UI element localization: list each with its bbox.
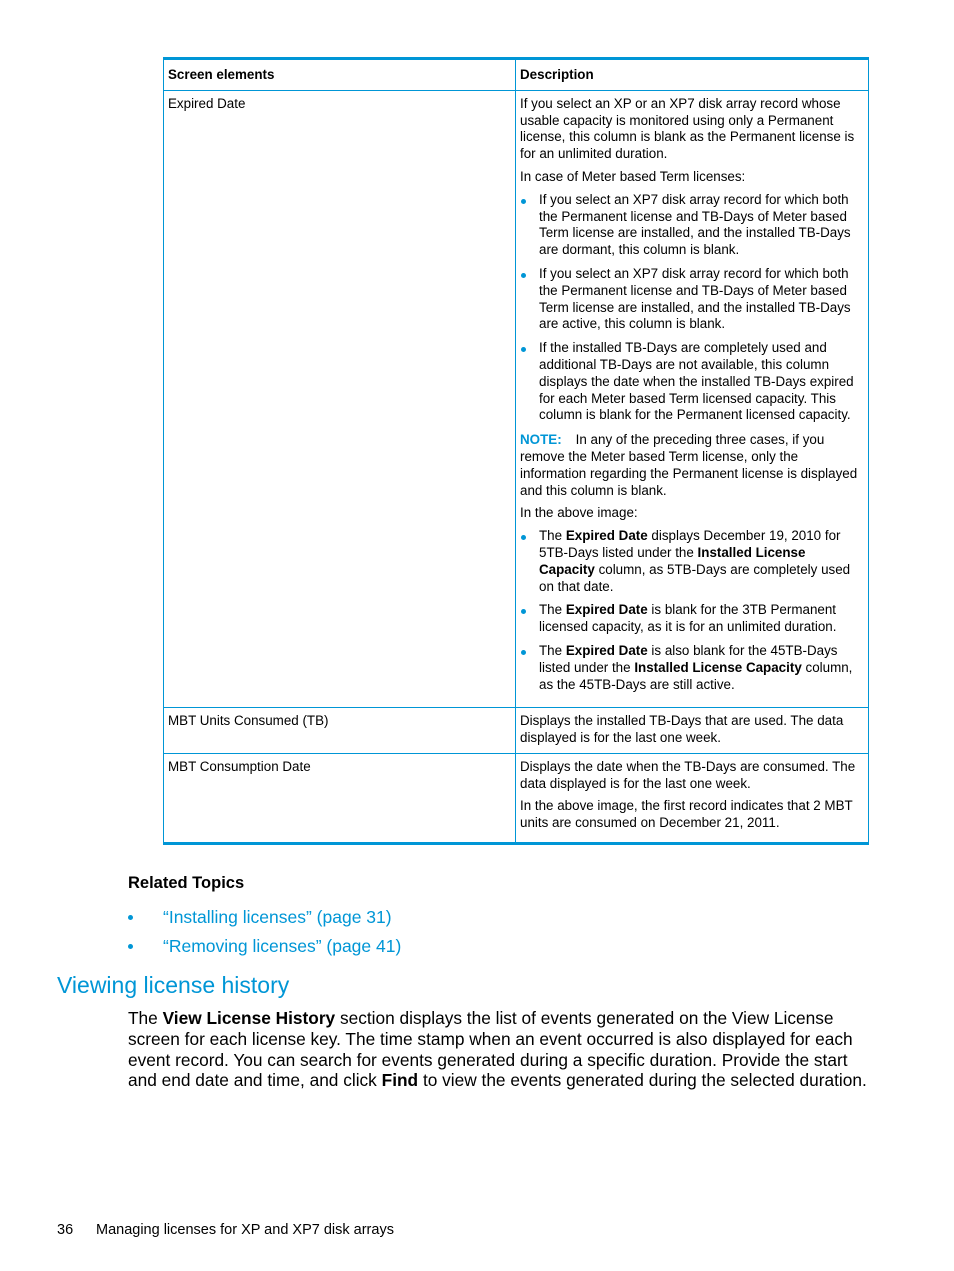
column-header-description: Description	[516, 59, 869, 91]
text-run: The	[128, 1008, 158, 1028]
screen-element-cell: Expired Date	[164, 90, 516, 708]
text-run: The	[539, 642, 563, 658]
bold-term: Expired Date	[565, 642, 648, 658]
bullet-icon	[521, 347, 526, 352]
bold-term: Installed License Capacity	[634, 659, 802, 675]
list-item	[520, 643, 863, 693]
text-run: is also blank for the 45TB-Days listed under the	[539, 642, 838, 675]
removing-licenses-link[interactable]: “Removing licenses” (page 41)	[163, 936, 402, 956]
list-item-text: If you select an XP7 disk array record for which both the Permanent license and TB-Days of Meter based Term license are installed, and the installed TB-Days are active, this column is blank.	[539, 265, 851, 332]
text-run: column, as the 45TB-Days are still active.	[539, 659, 853, 692]
screen-elements-table	[163, 57, 869, 845]
bold-term: View License History	[162, 1008, 336, 1028]
bold-term: Installed License Capacity	[539, 544, 806, 577]
screen-element-cell: MBT Units Consumed (TB)	[164, 708, 516, 754]
bullet-icon	[128, 944, 133, 949]
table-header-row	[164, 59, 869, 91]
description-paragraph: In the above image, the first record indicates that 2 MBT units are consumed on December 21, 2011.	[520, 798, 853, 831]
list-item	[520, 192, 863, 259]
bold-term: Expired Date	[565, 602, 648, 618]
screen-element-cell: MBT Consumption Date	[164, 753, 516, 843]
bold-term: Expired Date	[565, 528, 648, 544]
section-body	[128, 1008, 868, 1091]
installing-licenses-link[interactable]: “Installing licenses” (page 31)	[163, 907, 392, 927]
chapter-title: Managing licenses for XP and XP7 disk arrays	[96, 1222, 394, 1238]
description-cell	[516, 753, 869, 843]
bold-term: Find	[381, 1070, 419, 1091]
bullet-icon	[521, 273, 526, 278]
list-item-text: If the installed TB-Days are completely used and additional TB-Days are not available, this column displays the date when the installed TB-Days expired for each Meter based Term licensed capacity. This column is blank for the Permanent licensed capacity.	[539, 340, 854, 423]
description-paragraph: In the above image:	[520, 505, 638, 521]
text-run: section displays the list of events generated on the View License screen for each license key. The time stamp when an event occurred is also displayed for each event record. You can search for events generated during a specific duration. Provide the start and end date and time, and click	[128, 1008, 853, 1091]
list-item	[520, 602, 863, 636]
bullet-list	[520, 192, 863, 424]
list-item	[520, 528, 863, 595]
page-footer	[57, 1222, 394, 1238]
note-label: NOTE:	[520, 432, 562, 448]
page-number: 36	[57, 1222, 74, 1238]
description-cell	[516, 708, 869, 754]
bullet-icon	[521, 609, 526, 614]
bullet-icon	[128, 915, 133, 920]
bullet-icon	[521, 199, 526, 204]
section-title: Viewing license history	[57, 972, 290, 998]
text-run: displays December 19, 2010 for 5TB-Days listed under the	[539, 528, 841, 560]
column-header-screen-elements: Screen elements	[164, 59, 516, 91]
bullet-icon	[521, 650, 526, 655]
text-run: column, as 5TB-Days are completely used on that date.	[539, 561, 851, 594]
bullet-icon	[521, 535, 526, 540]
list-item	[520, 266, 863, 333]
table-row	[164, 708, 869, 754]
note-text: In any of the preceding three cases, if you remove the Meter based Term license, only the information regarding the Permanent license is displayed and this column is blank.	[520, 432, 858, 498]
note	[520, 432, 863, 499]
description-paragraph: Displays the date when the TB-Days are consumed. The data displayed is for the last one week.	[520, 758, 856, 791]
related-topics-heading: Related Topics	[128, 874, 245, 892]
bullet-list	[520, 528, 863, 693]
text-run: is blank for the 3TB Permanent licensed capacity, as it is for an unlimited duration.	[539, 602, 837, 635]
table-row	[164, 753, 869, 843]
text-run: The	[539, 602, 563, 618]
description-cell	[516, 90, 869, 708]
text-run: The	[539, 528, 563, 544]
text-run: to view the events generated during the selected duration.	[422, 1070, 867, 1091]
description-paragraph: Displays the installed TB-Days that are used. The data displayed is for the last one week.	[520, 713, 844, 746]
list-item	[520, 340, 863, 424]
description-paragraph: In case of Meter based Term licenses:	[520, 168, 746, 184]
list-item-text: If you select an XP7 disk array record for which both the Permanent license and TB-Days of Meter based Term license are installed, and the installed TB-Days are dormant, this column is blank.	[539, 191, 851, 258]
description-paragraph: If you select an XP or an XP7 disk array record whose usable capacity is monitored using only a Permanent license, this column is blank as the Permanent license is for an unlimited duration.	[520, 95, 855, 162]
table-row	[164, 90, 869, 708]
